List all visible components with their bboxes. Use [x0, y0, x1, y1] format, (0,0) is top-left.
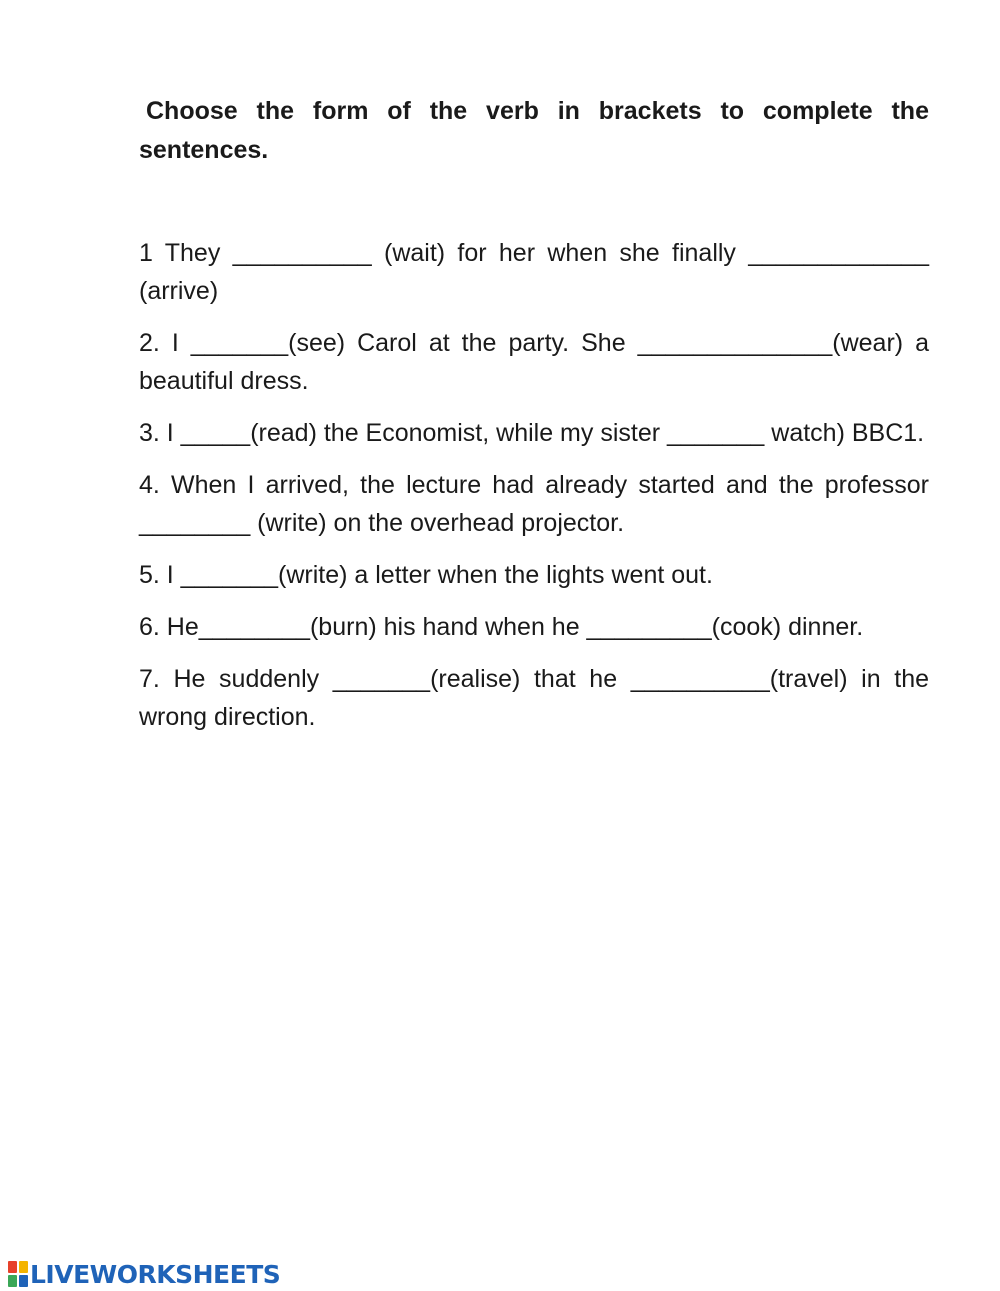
exercise-item-5: 5. I _______(write) a letter when the lights went out. [139, 561, 713, 589]
exercise-item-4: 4. When I arrived, the lecture had already started and the professor ________ (write) on the overhead projector. [139, 471, 929, 537]
logo-text: LIVEWORKSHEETS [30, 1259, 281, 1289]
exercise-list [139, 234, 929, 750]
instructions-heading: Choose the form of the verb in brackets to complete the sentences. [139, 97, 929, 164]
logo-square-yellow [19, 1261, 28, 1273]
exercise-item-1: 1 They __________ (wait) for her when she finally _____________ (arrive) [139, 239, 929, 305]
liveworksheets-logo [8, 1259, 280, 1289]
exercise-item-6: 6. He________(burn) his hand when he _________(cook) dinner. [139, 613, 864, 641]
exercise-item-2: 2. I _______(see) Carol at the party. She ______________(wear) a beautiful dress. [139, 329, 929, 395]
logo-square-red [8, 1261, 17, 1273]
logo-square-green [8, 1275, 17, 1287]
exercise-item-7: 7. He suddenly _______(realise) that he __________(travel) in the wrong direction. [139, 665, 929, 731]
logo-square-blue [19, 1275, 28, 1287]
exercise-item-3: 3. I _____(read) the Economist, while my sister _______ watch) BBC1. [139, 419, 925, 447]
logo-grid-icon [8, 1261, 28, 1287]
